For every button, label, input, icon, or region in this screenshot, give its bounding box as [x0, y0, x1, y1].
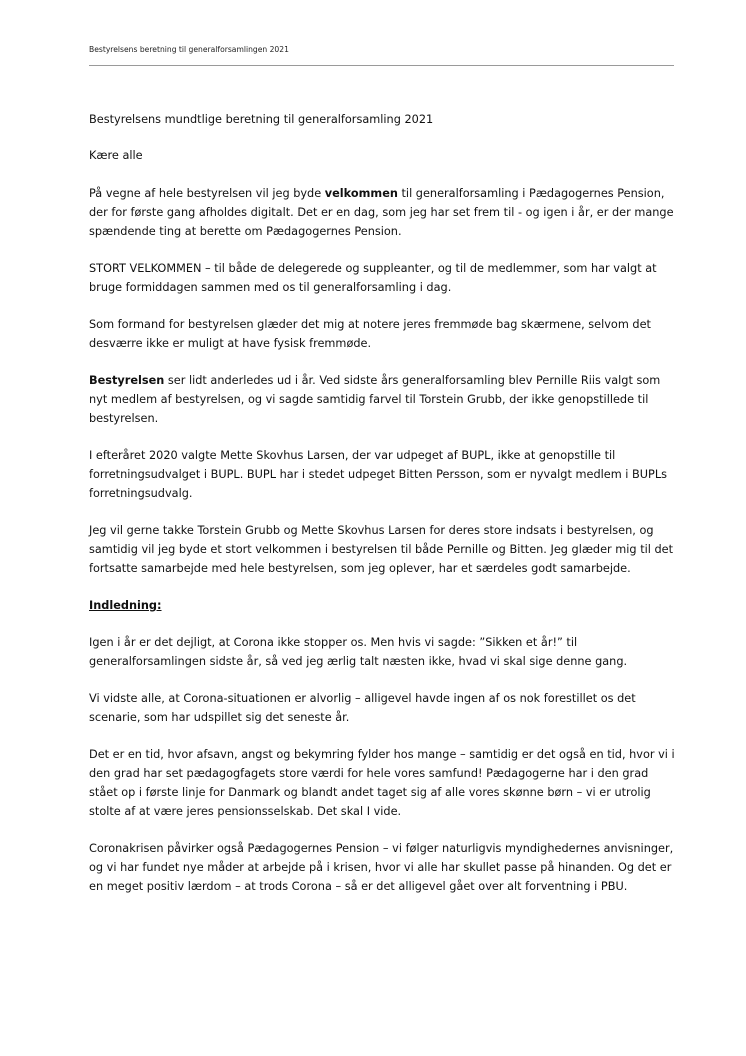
paragraph-afsavn: Det er en tid, hvor afsavn, angst og bekymring fylder hos mange – samtidig er det også en tid, hvor vi i den grad har set pædagogfagets store værdi for hele vores samfund! Pædagogerne har i den grad stået op i første linje for Danmark og blandt andet taget sig af alle vores skønne børn – vi er utrolig stolte af at være jeres pensionsselskab. Det skal I vide. [89, 748, 675, 818]
paragraph-coronakrisen: Coronakrisen påvirker også Pædagogernes Pension – vi følger naturligvis myndighedernes anvisninger, og vi har fundet nye måder at arbejde på i krisen, hvor vi alle har skullet passe på hinanden. Og det er en meget positiv lærdom – at trods Corona – så er det alligevel gået over alt forventning i PBU. [89, 842, 674, 893]
greeting: Kære alle [89, 149, 143, 162]
paragraph-text: På vegne af hele bestyrelsen vil jeg byde [89, 187, 325, 200]
paragraph-bestyrelsen [89, 371, 679, 428]
paragraph-corona-intro: Igen i år er det dejligt, at Corona ikke stopper os. Men hvis vi sagde: ”Sikken et år!” til generalforsamlingen sidste år, så ved jeg ærlig talt næsten ikke, hvad vi skal sige denne gang. [89, 636, 628, 668]
document-body [89, 110, 679, 914]
header-divider [89, 65, 674, 66]
bold-term-bestyrelsen: Bestyrelsen [89, 374, 165, 387]
paragraph-formand: Som formand for bestyrelsen glæder det mig at notere jeres fremmøde bag skærmene, selvom det desværre ikke er muligt at have fysisk fremmøde. [89, 318, 651, 350]
section-heading-indledning: Indledning: [89, 599, 162, 612]
running-header: Bestyrelsens beretning til generalforsamlingen 2021 [89, 45, 289, 54]
paragraph-welcome [89, 184, 679, 241]
paragraph-tak: Jeg vil gerne takke Torstein Grubb og Mette Skovhus Larsen for deres store indsats i bestyrelsen, og samtidig vil jeg byde et stort velkommen i bestyrelsen til både Pernille og Bitten. Jeg glæder mig til det fortsatte samarbejde med hele bestyrelsen, som jeg oplever, har et særdeles godt samarbejde. [89, 524, 674, 575]
paragraph-corona-situation: Vi vidste alle, at Corona-situationen er alvorlig – alligevel havde ingen af os nok forestillet os det scenarie, som har udspillet sig det seneste år. [89, 692, 636, 724]
paragraph-stort-velkommen: STORT VELKOMMEN – til både de delegerede og suppleanter, og til de medlemmer, som har valgt at bruge formiddagen sammen med os til generalforsamling i dag. [89, 262, 657, 294]
paragraph-bupl: I efteråret 2020 valgte Mette Skovhus Larsen, der var udpeget af BUPL, ikke at genopstille til forretningsudvalget i BUPL. BUPL har i stedet udpeget Bitten Persson, som er nyvalgt medlem i BUPLs forretningsudvalg. [89, 449, 668, 500]
paragraph-text: ser lidt anderledes ud i år. Ved sidste års generalforsamling blev Pernille Riis valgt som nyt medlem af bestyrelsen, og vi sagde samtidig farvel til Torstein Grubb, der ikke genopstillede til bestyrelsen. [89, 374, 661, 425]
bold-term-velkommen: velkommen [324, 187, 398, 200]
paragraph-text: til generalforsamling i Pædagogernes Pension, der for første gang afholdes digitalt. Det er en dag, som jeg har set frem til - og igen i år, er der mange spændende ting at berette om Pædagogernes Pension. [89, 187, 674, 238]
document-title: Bestyrelsens mundtlige beretning til generalforsamling 2021 [89, 113, 434, 126]
